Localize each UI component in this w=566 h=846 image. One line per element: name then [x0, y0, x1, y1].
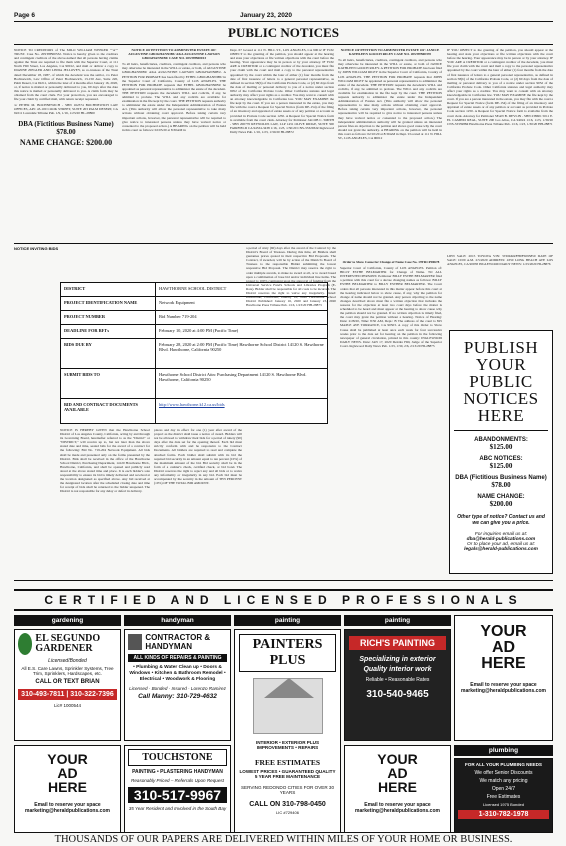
gardener-license: Lic# 1000544 — [53, 703, 82, 708]
email-legals[interactable]: legals@herald-publications.com — [464, 547, 538, 552]
contractor-name: CONTRACTOR & HANDYMAN — [145, 633, 211, 651]
publish-item-price: $200.00 — [489, 500, 513, 508]
ad-richs-painting[interactable] — [344, 629, 451, 741]
notice-body: IF YOU OBJECT to the granting of the petition, you should appear at the hearing and state your objections or file written objections with the court before the hearing. Your appearance may be in person or by your attorney. IF YOU ARE A CREDITOR or a contingent creditor of the decedent, you must file your claim with the court and mail a copy to the personal representative appointed by the court within the later of either (1) four months from the date of first issuance of letters to a general personal representative, as defined in section 58(b) of the California Probate Code, or (2) 60 days from the date of mailing or personal delivery to you of a notice under section 9052 of the California Probate Code. Other California statutes and legal authority may affect your rights as a creditor. You may want to consult with an attorney knowledgeable in California law. YOU MAY EXAMINE the file kept by the court. If you are a person interested in the estate, you may file with the court a Request for Special Notice (form DE-154) of the filing of an inventory and appraisal of estate assets or of any petition or account as provided in Probate Code section 1250. A Request for Special Notice form is available from the court clerk. Attorney for Petitioner SEAN B. DEVLIN - SBN 238601 5011 E. EL CAMINO REAL, SUITE 200 Los Altos, CA 94024 1/16, 1/23, 1/30/20 CNS-3333988# Hawthorne Press Tribune Pub. 1/16, 1/23, 1/30/20 HH-28871 — [447, 48, 553, 126]
category-gardening: gardening — [14, 615, 121, 626]
gardener-call: CALL OR TEXT BRIAN — [35, 679, 100, 685]
mid-rule — [14, 243, 553, 244]
ad-plumbing[interactable] — [454, 758, 553, 838]
your-ad-line1: YOUR — [480, 623, 527, 640]
your-ad-line3: HERE — [481, 655, 526, 672]
bid-row-label: DEADLINE FOR RFI's — [61, 325, 156, 338]
bid-body-3 — [246, 246, 336, 574]
painters-services: INTERIOR • EXTERIOR PLUS IMPROVEMENTS • REPAIRS — [255, 740, 320, 750]
touchstone-tag: Reasonably Priced – Referrals Upon Request — [131, 778, 224, 783]
bid-row-value: HAWTHORNE SCHOOL DISTRICT — [159, 286, 227, 291]
notice-creditors — [14, 48, 118, 238]
painters-license: LIC #729406 — [276, 810, 299, 815]
bid-title-wrap — [14, 246, 226, 286]
bid-row-label: BID AND CONTRACT DOCUMENTS AVAILABLE — [61, 399, 156, 424]
painters-call[interactable]: CALL ON 310-798-0450 — [249, 801, 326, 808]
your-ad-line1: YOUR — [47, 751, 88, 767]
bid-row-label: PROJECT NUMBER — [61, 311, 156, 324]
notice-title: NOTICE OF PETITION TO ADMINISTER ESTATE OF: JANICE KATHLEEN GOOCH RILEY CASE NO. 20STPB00370 — [340, 48, 440, 57]
touchstone-foot: 35 Year Resident and Involved in the South Bay — [128, 806, 227, 811]
publish-item-label: ABC NOTICES: — [479, 456, 523, 462]
notice-body: To all heirs, beneficiaries, creditors, contingent creditors, and persons who may otherwise be interested in the WILL or estate, or both, of AUGUSTINE GBOGHANNIBU AKA AUGUSTINE LAWSON GBOGHANNIBU. A PETITION FOR PROBATE has been filed by ETHEL GBOGHANNIBU in the Superior Court of California, County of LOS ANGELES. THE PETITION FOR PROBATE requests that ETHEL GBOGHANNIBU be appointed as personal representative to administer the estate of the decedent. THE PETITION requests the decedent's WILL and codicils, if any, be admitted to probate. The WILL and any codicils are available for examination in the file kept by the court. THE PETITION requests authority to administer the estate under the Independent Administration of Estates Act. (This authority will allow the personal representative to take many actions without obtaining court approval. Before taking certain very important actions, however, the personal representative will be required to give notice to interested persons unless they have waived notice or consented to the proposed action.) A HEARING on the petition will be held in this court as follows: 02/05/20 at 8:30AM in — [122, 62, 226, 132]
bid-body-1 — [60, 428, 150, 575]
publish-items — [454, 437, 548, 508]
plumbing-line4: Free Estimates — [486, 794, 521, 800]
ad-your-ad-top[interactable] — [454, 615, 553, 741]
notice-creditors-attorney: /s/ PETER M. BOCHNEWICH - SBN 162374 BOCHNEWICH LAW OFFICES, APC 43-100 COOK STREET, SUITE 203 PALM DESERT, CA 92211 Lawndale Tribune Pub. 1/9, 1/16, 1/23/20 HL-28800 — [14, 103, 118, 116]
contractor-sub: ALL KINDS OF REPAIRS & PAINTING — [128, 654, 227, 662]
richs-line2: Quality interior work — [363, 666, 432, 673]
category-plumbing: plumbing — [454, 745, 553, 756]
touchstone-sub: PAINTING • PLASTERING HANDYMAN — [132, 769, 223, 775]
your-ad-email: Email to reserve your space marketing@heraldpublications.com — [355, 802, 440, 814]
ad-your-ad-mid[interactable] — [344, 745, 451, 838]
name-change-order — [340, 246, 442, 574]
ad-el-segundo-gardener[interactable] — [14, 629, 121, 741]
bid-text: places and day in effect for one (1) year after award of the project as the district shall issue a notice of award. Bidders will not be allowed to withdraw their bids for a period of ninety (90) days after the date set for the opening thereof. Each bid must strictly conform with and be responsive to the Contract Documents. All bidders are required to read and complete the attached forms. Each bidder shall submit with its bid the required bid security in an amount equal to ten percent (10%) of the maximum amount of the bid. Bid security shall be in the form of a cashier's check, certified check, or bid bond. The District reserves the right to reject any and all bids or to waive any informality or irregularity in any bid. Each bid must be accompanied by the security in the amount of TEN PERCENT (10%) OF THE TOTAL BID AMOUNT. — [154, 428, 242, 486]
house-icon — [253, 678, 323, 734]
publish-item-label: DBA (Fictitious Business Name) — [455, 475, 547, 481]
touchstone-name: TOUCHSTONE — [128, 749, 227, 766]
publish-item-price: $78.00 — [491, 481, 511, 489]
notice-body: To all heirs, beneficiaries, creditors, contingent creditors, and persons who may otherwise be interested in the WILL or estate, or both of JANICE KATHLEEN GOOCH RILEY. A PETITION FOR PROBATE has been filed by JOHN WILLIAM RILEY in the Superior Court of California, County of LOS ANGELES. THE PETITION FOR PROBATE requests that JOHN WILLIAM RILEY be appointed as personal representative to administer the estate of the decedent. THE PETITION requests the decedent's WILL and codicils, if any, be admitted to probate. The WILL and any codicils are available for examination in the file kept by the court. THE PETITION requests authority to administer the estate under the Independent Administration of Estates Act. (This authority will allow the personal representative to take many actions without obtaining court approval. Before taking certain very important actions, however, the personal representative will be required to give notice to interested persons unless they have waived notice or consented to the proposed action.) The independent administration authority will be granted unless an interested person files an objection to the petition and shows good cause why the court should not grant the authority. A HEARING on the petition will be held in this court as follows: 02/10/20 at 8:30AM in Dept. 9 located at 111 N. HILL ST., LOS ANGELES, CA 90012 — [338, 58, 442, 140]
notice-petition-riley — [338, 48, 442, 238]
bid-row-value: February 10, 2020 at 4:00 PM (Pacific Time) — [159, 328, 239, 333]
leaf-icon — [18, 633, 32, 655]
plumbing-line5: Licensed 1975 Bonded — [483, 802, 524, 807]
ad-contractor-handyman[interactable] — [124, 629, 231, 741]
issue-date: January 23, 2020 — [240, 12, 293, 19]
category-painting-1: painting — [234, 615, 341, 626]
richs-line3: Reliable • Reasonable Rates — [365, 677, 430, 683]
professionals-banner: CERTIFIED AND LICENSED PROFESSIONALS — [14, 589, 553, 611]
email-mid: Or to place your ad, email us at: — [467, 542, 535, 547]
header-rule — [14, 21, 553, 22]
your-ad-line3: HERE — [48, 779, 87, 795]
dba-price: DBA (Fictitious Business Name) $78.00 — [18, 119, 114, 136]
footer-tagline: THOUSANDS OF OUR PAPERS ARE DELIVERED WITHIN MILES OF YOUR HOME OR BUSINESS. — [14, 832, 553, 845]
gardener-sub: Licensed/Bonded — [48, 658, 87, 664]
notice-body: Superior Court of California, County of LOS ANGELES. Petition of: BILLY ESTHE BELMARTER for Change of Name. TO ALL INTERESTED PERSONS: Petitioner BILLY ESTHE BELMARTER filed a petition with this court for a decree changing names as follows: BILLY ESTHE BELMARTER to BILLY ESTHER BELMARTER. The Court orders that all persons interested in this matter appear before this court at the hearing indicated below to show cause, if any, why the petition for change of name should not be granted. Any person objecting to the name changes described above must file a written objection that includes the reasons for the objection at least two court days before the matter is scheduled to be heard and must appear at the hearing to show cause why the petition should not be granted. If no written objection is timely filed, the court may grant the petition without a hearing. Notice of Hearing: Date: 2/28/20, Time: 8:30 AM, Dept.: B The address of the court is 825 MAPLE AVE TORRANCE, CA 90503. A copy of this Order to Show Cause shall be published at least once each week for four successive weeks prior to the date set for hearing on the petition in the following newspaper of general circulation, printed in this county: INGLEWOOD DAILY NEWS. Date: JAN 17, 2020 Deirdre Hill, Judge of the Superior Court. Inglewood Daily News Pub. 1/23, 1/30, 2/6, 2/13/20 HI-28875 — [340, 266, 442, 348]
bid-row-value: Bid Number 719-204 — [159, 314, 197, 319]
ad-your-ad-left[interactable] — [14, 745, 121, 838]
notice-creditors-text: NOTICE TO CREDITORS of The MILO WILLIAM WEEKER ""A"" TRUST. Case No. 20STPB00532. Notice is hereby given to the creditors and contingent creditors of the above-named that all persons having claims against the Trust are required to file them with the Superior Court, at 111 North Hill Street, Los Angeles, CA 90012, and mail or deliver a copy to DIANNE ZIEGLER AND LINDA JELLOVEY, as co-trustees of the Trust dated December 18, 1987, of which the decedent was the settlor, c/o Peter Bochnewich, Law Office of Peter Bochnewich, 13-150 Ave, Suite 220, Palm Desert, CA 92211, within the later of 4 months after January 16, 2020, or, if notice is mailed or personally delivered to you, 60 days after the date this notice is mailed or personally delivered to you. A claim form may be obtained from the court clerk. For your protection, you are encouraged to file your claim by certified mail, with return receipt requested. — [14, 48, 118, 102]
ad-touchstone[interactable] — [124, 745, 231, 838]
bid-row-value: Network Equipment — [159, 300, 195, 305]
notice-body: Dept. 67 located at 111 N. HILL ST., LOS ANGELES, CA 90012 IF YOU OBJECT to the granting of the petition, you should appear at the hearing and state your objections or file written objections with the court before the hearing. Your appearance may be in person or by your attorney. IF YOU ARE A CREDITOR or a contingent creditor of the decedent, you must file your claim with the court and mail a copy to the personal representative appointed by the court within the later of either (1) four months from the date of first issuance of letters to a general personal representative, as defined in section 58(b) of the California Probate Code, or (2) 60 days from the date of mailing or personal delivery to you of a notice under section 9052 of the California Probate Code. Other California statutes and legal authority may affect your rights as a creditor. You may want to consult with an attorney knowledgeable in California law. YOU MAY EXAMINE the file kept by the court. If you are a person interested in the estate, you may file with the court a Request for Special Notice (form DE-154) of the filing of an inventory and appraisal of estate assets or of any petition or account as provided in Probate Code section 1250. A Request for Special Notice form is available from the court clerk. Attorney for Petitioner JACOB C. SMITH - SBN 200770 REYNOLDS LAW, LLP 1431 OLIVE RIDGE, SUITE 300 FAIRFIELD CA 94534-3438 1/16, 1/23, 1/30/20 CNS-3332932# Inglewood Daily News Pub. 1/16, 1/23, 1/30/20 HI-28872 — [230, 48, 334, 134]
publish-item-label: ABANDONMENTS: — [474, 437, 528, 443]
bid-row-value: February 28, 2020 at 2:00 PM (Pacific Time) Hawthorne School District 14120 S. Hawthorne Blvd. Hawthorne, California 90250 — [159, 342, 324, 352]
your-ad-line2: AD — [387, 765, 408, 781]
bid-row-value[interactable]: http://www.hawthorne.k12.ca.us/bids — [159, 402, 225, 407]
publish-question: Other type of notice? Contact us and we can give you a price. — [457, 514, 545, 526]
gardener-name: EL SEGUNDO GARDENER — [35, 633, 101, 654]
plumbing-title: FOR ALL YOUR PLUMBING NEEDS — [465, 762, 542, 767]
your-ad-email: Email to reserve your space marketing@heraldpublications.com — [25, 802, 110, 814]
toolbox-icon — [128, 634, 142, 650]
publish-item-label: NAME CHANGE: — [477, 494, 525, 500]
bid-row-label: SUBMIT BIDS TO — [61, 369, 156, 398]
notice-continuation-2 — [447, 48, 553, 238]
contractor-contact: Licensed · Bonded · Insured · Lorenzo Ramirez — [129, 686, 226, 691]
painters-serving: SERVING REDONDO CITIES FOR OVER 30 YEARS — [240, 785, 335, 795]
plumbing-line1: We offer Senior Discounts — [474, 770, 533, 776]
your-ad-line2: AD — [491, 639, 516, 656]
contractor-phone[interactable]: Call Manny: 310-729-4632 — [138, 693, 217, 700]
painters-free: FREE ESTIMATES — [254, 758, 321, 767]
painters-name: PAINTERS PLUS — [239, 634, 336, 672]
bid-row-value: Hawthorne School District Attn: Purchasing Department 14120 S. Hawthorne Blvd. Hawthorne, California 90250 — [159, 372, 307, 382]
your-ad-line1: YOUR — [377, 751, 418, 767]
ad-painters-plus[interactable] — [234, 629, 341, 838]
bid-row-label: DISTRICT — [61, 283, 156, 296]
richs-name: RICH'S PAINTING — [349, 636, 446, 650]
plumbing-line3: Open 24/7 — [491, 786, 516, 792]
page-number: Page 6 — [14, 12, 35, 19]
bid-row-label: BIDS DUE BY — [61, 339, 156, 368]
bid-row-label: PROJECT IDENTIFICATION NAME — [61, 297, 156, 310]
lien-sale — [447, 246, 553, 336]
ads-rule — [14, 580, 553, 581]
bid-body-2 — [154, 428, 242, 575]
name-change-price: NAME CHANGE: $200.00 — [19, 137, 113, 147]
notice-petition-gboghannibu — [122, 48, 226, 238]
plumbing-phone[interactable]: 1-310-782-1978 — [458, 810, 549, 819]
publish-heading: PUBLISH YOUR PUBLIC NOTICES HERE — [463, 338, 539, 425]
notice-title: Order to Show Cause for Change of Name Case No. 19TRCP00678 — [342, 260, 440, 264]
richs-phone[interactable]: 310-540-9465 — [366, 689, 429, 700]
publish-item-price: $125.00 — [489, 462, 513, 470]
bid-text: a period of sixty (60) days after the award of the Contract by the District's Board of Trustees. During this time, all Bidders shall guarantee prices quoted in their respective Bid Proposals. The Contract, if awarded, will be by action of the District's Board of Trustees to the responsible Bidder submitting the lowest responsive Bid Proposal. The District may reserve the right to order multiple awards, to make no award at all, or to award based upon a combination of base bid and/or individual line items. The project is 100% contingent upon the approval of funding from the Universal Service Fund's Schools and Libraries Program (E-Rate). Bidder shall be responsible for all costs to be incurred. The District reserves the right to waive any irregularity. Dated: Hawthorne, California, January 16, 2020 Hawthorne School District Published: January 16, 2020 and January 23, 2020 Hawthorne Press Tribune Pub. 1/16, 1/23/20 HH-28873 — [246, 246, 336, 308]
painters-guarantee: LOWEST PRICES • GUARANTEED QUALITY 5 YEAR FREE MAINTENANCE — [239, 769, 336, 779]
your-ad-email: Email to reserve your space marketing@heraldpublications.com — [461, 682, 546, 694]
gardener-desc: All E.S. Care Lawns, Sprinkler Systems, Tree Trim, Sprinklers, Hardscapes, etc. — [21, 666, 114, 676]
email-intro: For inquiries email us at: — [474, 532, 528, 537]
lien-sale-text: LIEN SALE: 2015 TOYOTA VIN: 5TDKKRFH0FS095850 DATE OF SALE: 10:00 A.M. 2/5/2020 ADDRESS: 4350 LONG BEACH AVE LOS ANGELES, CA 90058 INGLEWOOD DAILY NEWS: 1/23/2020 HI-28876 — [447, 254, 553, 267]
category-handyman: handyman — [124, 615, 231, 626]
publish-box — [449, 330, 553, 574]
category-painting-2: painting — [344, 615, 451, 626]
bid-text: NOTICE IS HEREBY GIVEN that the Hawthorne School District of Los Angeles County, California, acting by and through its Governing Board, hereinafter referred to as the "District" or "DISTRICT," will receive up to, but not later than the above stated date and time, sealed bids for the award of a contract for the following: Bid No. 719-204 Network Equipment. All bids shall be made and presented only on the forms presented by the District. Bids shall be received in the office of the Hawthorne School District, Purchasing Department, 14120 Hawthorne Blvd., Hawthorne, California, and shall be opened and publicly read aloud at the above stated time and place. It is each bidder's sole responsibility to ensure its bid is timely delivered and received at the location designated as specified above. Any bid received at the designated location after the scheduled closing date and time for receipt of bids shall be returned to the bidder unopened. The District is not responsible for any delay or defect in delivery. — [60, 428, 150, 494]
touchstone-phone[interactable]: 310-517-9967 — [128, 787, 227, 803]
gardener-phones[interactable]: 310-493-7811 | 310-322-7396 — [18, 689, 117, 700]
section-title: PUBLIC NOTICES — [228, 25, 339, 40]
plumbing-line2: We match any pricing — [479, 778, 528, 784]
section-rule — [14, 44, 553, 45]
your-ad-line3: HERE — [378, 779, 417, 795]
email-dba[interactable]: dba@herald-publications.com — [466, 537, 536, 542]
notice-continuation — [230, 48, 334, 238]
bid-title: NOTICE INVITING BIDS — [14, 246, 59, 251]
richs-line1: Specializing in exterior — [359, 656, 436, 663]
contractor-services: • Plumbing & Water Clean up • Doors & Windows • Kitchen & Bathroom Remodel • Electrical • Woodwork & Flooring — [129, 665, 226, 682]
notice-title: NOTICE OF PETITION TO ADMINISTER ESTATE OF: AUGUSTINE GBOGHANNIBU AKA AUGUSTINE LAWSON GBOGHANNIBU CASE NO. 20STPB00013 — [128, 48, 220, 61]
your-ad-line2: AD — [57, 765, 78, 781]
publish-item-price: $125.00 — [489, 443, 513, 451]
